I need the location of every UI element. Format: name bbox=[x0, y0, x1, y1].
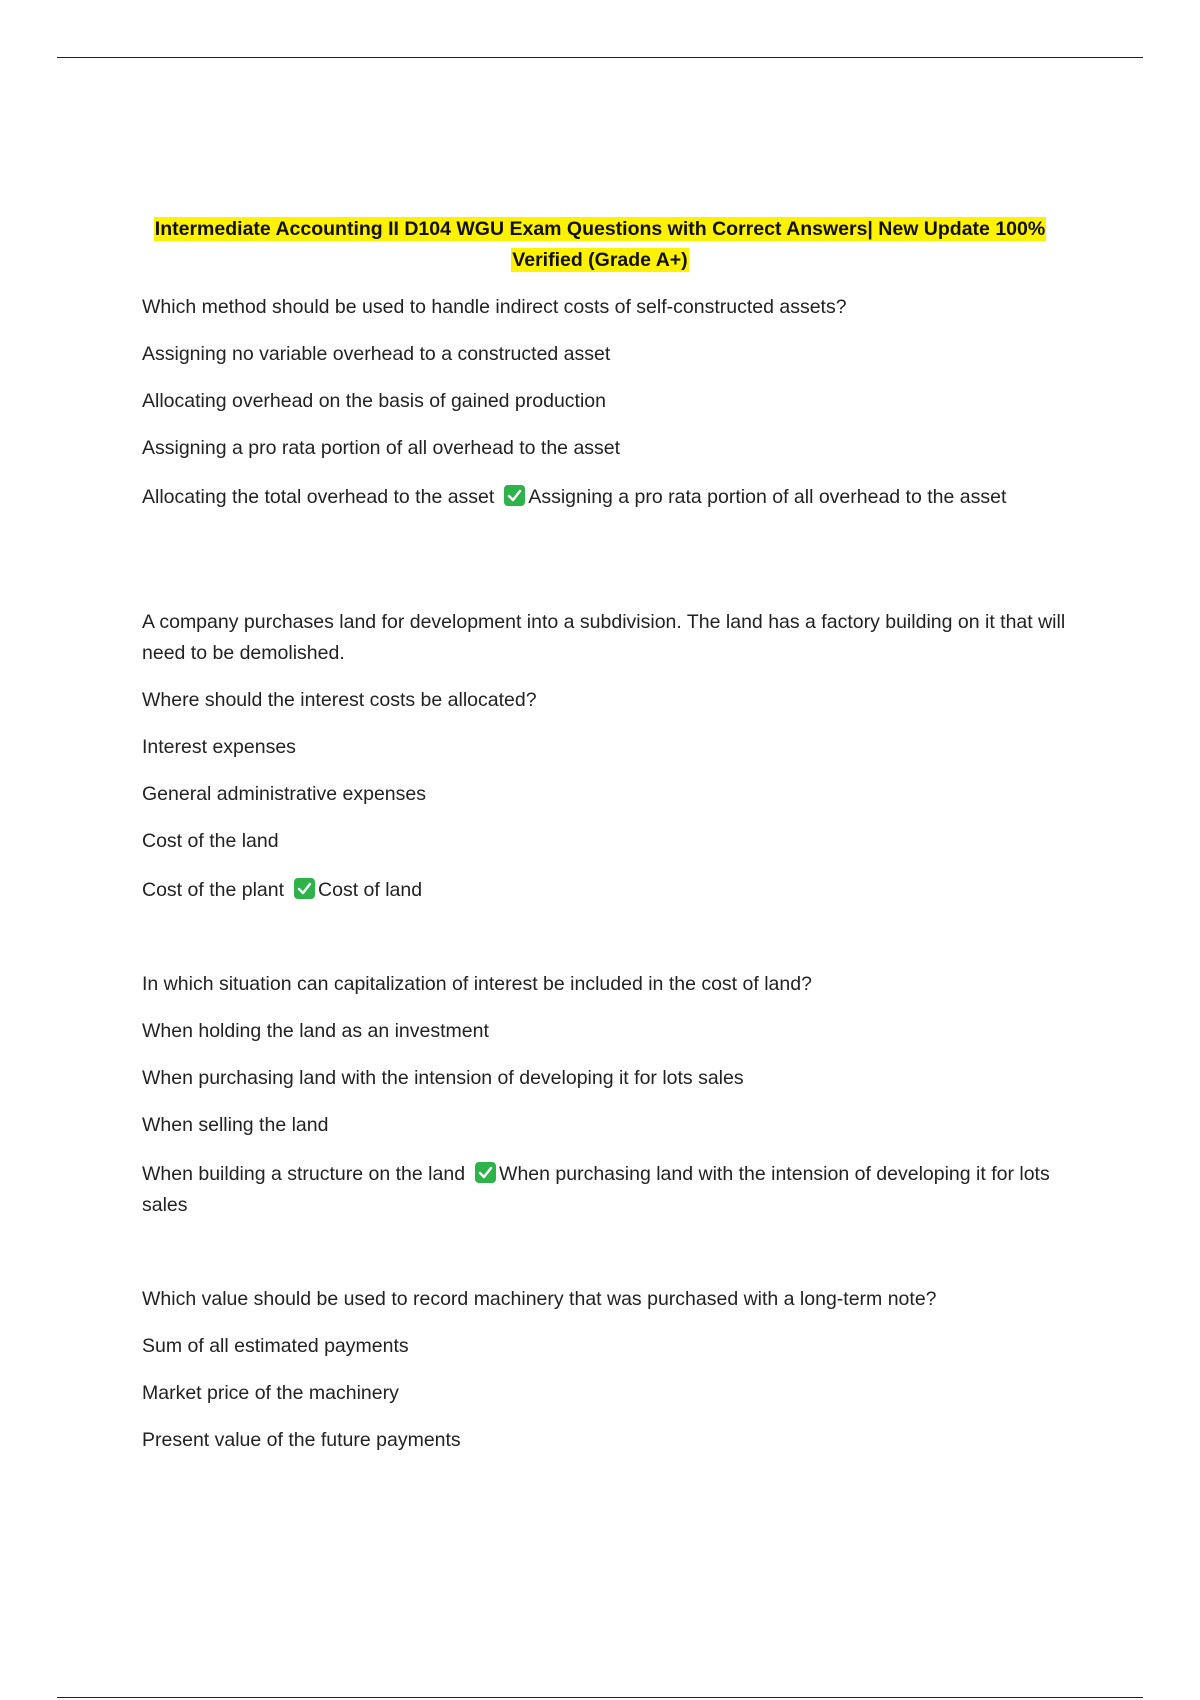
question-1-option-2: Allocating overhead on the basis of gained production bbox=[142, 390, 606, 412]
question-4-option-3: Present value of the future payments bbox=[142, 1429, 461, 1451]
question-2-last-option-with-answer bbox=[142, 875, 1072, 906]
question-3-last-option-with-answer bbox=[142, 1159, 1072, 1221]
question-2-option-4: Cost of the plant bbox=[142, 879, 285, 901]
question-1-answer: Assigning a pro rata portion of all overhead to the asset bbox=[528, 486, 1007, 508]
check-mark-icon bbox=[294, 878, 315, 899]
document-title bbox=[140, 214, 1060, 276]
top-divider bbox=[57, 57, 1143, 58]
question-3-answer: When purchasing land with the intension of developing it for lots sales bbox=[142, 1163, 1050, 1216]
question-3-option-3: When selling the land bbox=[142, 1114, 329, 1136]
check-mark-icon bbox=[475, 1162, 496, 1183]
question-3-option-1: When holding the land as an investment bbox=[142, 1020, 489, 1042]
question-2-text: A company purchases land for development into a subdivision. The land has a factory building on it that will need to be demolished. bbox=[142, 611, 1066, 664]
bottom-divider bbox=[57, 1697, 1143, 1698]
question-2-option-1: Interest expenses bbox=[142, 736, 296, 758]
question-3-option-4: When building a structure on the land bbox=[142, 1163, 466, 1185]
question-1-option-3: Assigning a pro rata portion of all overhead to the asset bbox=[142, 437, 621, 459]
question-2-followup: Where should the interest costs be allocated? bbox=[142, 689, 537, 711]
question-1-last-option-with-answer bbox=[142, 482, 1072, 513]
question-3-option-2: When purchasing land with the intension of developing it for lots sales bbox=[142, 1067, 744, 1089]
question-4-option-2: Market price of the machinery bbox=[142, 1382, 399, 1404]
question-1-option-1: Assigning no variable overhead to a constructed asset bbox=[142, 343, 611, 365]
question-4-text: Which value should be used to record machinery that was purchased with a long-term note? bbox=[142, 1288, 937, 1310]
question-3-text: In which situation can capitalization of interest be included in the cost of land? bbox=[142, 973, 812, 995]
question-1-text: Which method should be used to handle indirect costs of self-constructed assets? bbox=[142, 296, 847, 318]
check-mark-icon bbox=[504, 485, 525, 506]
question-2-option-3: Cost of the land bbox=[142, 830, 279, 852]
question-2-answer: Cost of land bbox=[318, 879, 423, 901]
question-4-option-1: Sum of all estimated payments bbox=[142, 1335, 409, 1357]
question-1-option-4: Allocating the total overhead to the asset bbox=[142, 486, 495, 508]
question-2-option-2: General administrative expenses bbox=[142, 783, 426, 805]
title-highlight: Intermediate Accounting II D104 WGU Exam Questions with Correct Answers| New Update 100% Verified (Grade A+) bbox=[154, 218, 1046, 271]
